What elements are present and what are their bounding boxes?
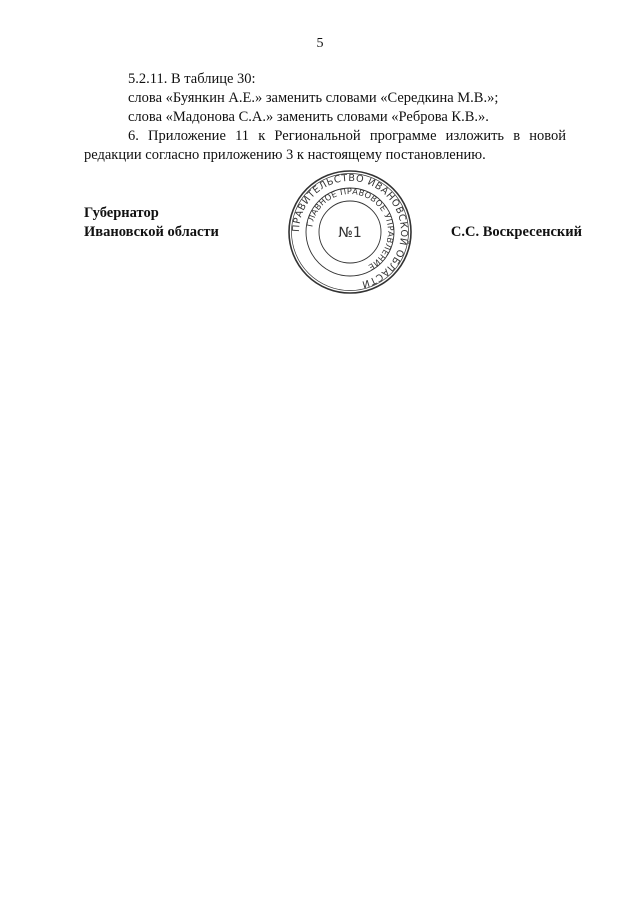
page-number: 5	[316, 36, 324, 51]
signatory-title	[84, 204, 219, 242]
document-body	[84, 70, 566, 165]
official-seal	[286, 168, 414, 296]
paragraph-replace-madonov: слова «Мадонова С.А.» заменить словами «Реброва К.В.».	[128, 109, 489, 125]
signatory-name: С.С. Воскресенский	[450, 224, 582, 240]
seal-stamp-icon	[286, 168, 414, 296]
seal-inner-text: ГЛАВНОЕ ПРАВОВОЕ УПРАВЛЕНИЕ	[304, 185, 397, 273]
seal-outer-text: ПРАВИТЕЛЬСТВО ИВАНОВСКОЙ ОБЛАСТИ	[290, 172, 410, 290]
seal-number: №1	[338, 225, 362, 241]
paragraph-replace-buyankin: слова «Буянкин А.Е.» заменить словами «Середкина М.В.»;	[128, 90, 499, 106]
signature-block	[84, 172, 584, 324]
paragraph-appendix-11: 6. Приложение 11 к Региональной программе изложить в новой редакции согласно приложению 3 к настоящему постановлению.	[84, 128, 566, 163]
signatory-title-line1: Губернатор	[84, 205, 159, 221]
paragraph-table-30-heading: 5.2.11. В таблице 30:	[128, 71, 256, 87]
signatory-title-line2: Ивановской области	[84, 224, 219, 240]
